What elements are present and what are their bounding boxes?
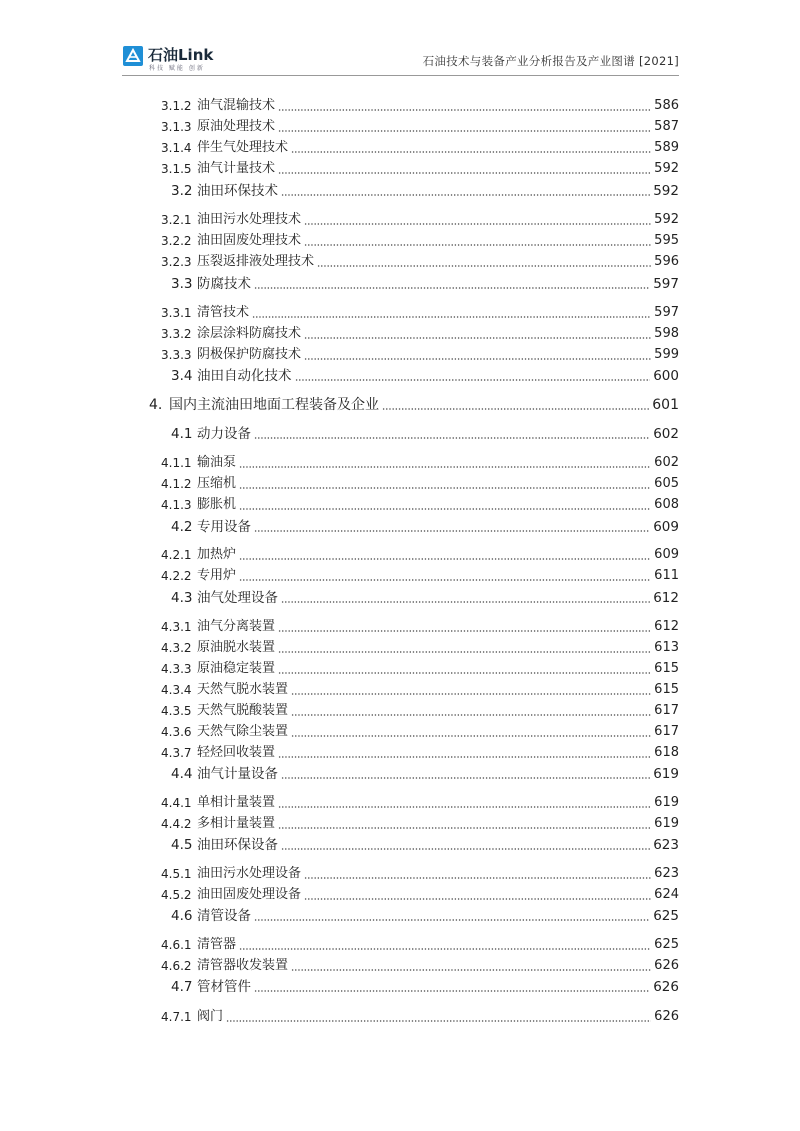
toc-page-number: 626	[653, 979, 679, 995]
brand-logo	[122, 44, 242, 72]
toc-entry[interactable]	[0, 303, 800, 323]
toc-entry[interactable]	[0, 517, 800, 537]
toc-entry[interactable]	[0, 453, 800, 473]
toc-entry-title: 专用设备	[197, 519, 251, 535]
toc-page-number: 602	[654, 455, 679, 470]
toc-page-number: 617	[654, 724, 679, 739]
logo-mark-icon	[122, 45, 144, 67]
toc-section-number: 4.3.7	[161, 746, 192, 760]
toc-entry[interactable]	[0, 885, 800, 905]
toc-section-number: 3.2.2	[161, 234, 192, 248]
toc-section-number: 3.2.1	[161, 213, 192, 227]
toc-entry[interactable]	[0, 138, 800, 158]
toc-dot-leader	[281, 194, 650, 196]
toc-dot-leader	[254, 919, 650, 921]
toc-entry-title: 天然气除尘装置	[197, 724, 289, 739]
toc-page-number: 600	[653, 368, 679, 384]
toc-entry-title: 涂层涂料防腐技术	[197, 326, 302, 341]
toc-entry[interactable]	[0, 793, 800, 813]
toc-dot-leader	[304, 898, 651, 900]
toc-entry[interactable]	[0, 743, 800, 763]
toc-page-number: 615	[654, 661, 679, 676]
toc-entry-title: 油气计量设备	[197, 766, 278, 782]
toc-section-number: 4.3.4	[161, 683, 192, 697]
toc-dot-leader	[291, 714, 651, 716]
toc-section-number: 4.2	[171, 519, 193, 535]
toc-dot-leader	[281, 777, 650, 779]
toc-dot-leader	[278, 130, 651, 132]
toc-entry-title: 油田环保技术	[197, 183, 278, 199]
toc-entry[interactable]	[0, 474, 800, 494]
toc-entry-title: 多相计量装置	[197, 816, 276, 831]
toc-entry-title: 管材管件	[197, 979, 251, 995]
toc-entry-title: 阴极保护防腐技术	[197, 347, 302, 362]
toc-dot-leader	[317, 265, 651, 267]
toc-page-number: 617	[654, 703, 679, 718]
toc-entry[interactable]	[0, 588, 800, 608]
toc-entry[interactable]	[0, 210, 800, 230]
toc-page-number: 592	[653, 183, 679, 199]
toc-section-number: 4.4.1	[161, 796, 192, 810]
toc-dot-leader	[239, 487, 651, 489]
toc-entry-title: 伴生气处理技术	[197, 140, 289, 155]
toc-dot-leader	[239, 508, 651, 510]
toc-entry-title: 油田污水处理设备	[197, 866, 302, 881]
toc-entry[interactable]	[0, 181, 800, 201]
toc-entry-title: 单相计量装置	[197, 795, 276, 810]
toc-dot-leader	[278, 109, 651, 111]
toc-entry-title: 清管技术	[197, 305, 250, 320]
toc-dot-leader	[304, 244, 651, 246]
toc-dot-leader	[304, 358, 651, 360]
toc-page-number: 626	[654, 958, 679, 973]
toc-entry[interactable]	[0, 701, 800, 721]
toc-page-number: 623	[654, 866, 679, 881]
toc-section-number: 4.4	[171, 766, 193, 782]
toc-section-number: 4.2.2	[161, 569, 192, 583]
toc-dot-leader	[278, 672, 651, 674]
toc-page-number: 626	[654, 1009, 679, 1024]
toc-dot-leader	[281, 601, 650, 603]
toc-dot-leader	[239, 466, 651, 468]
toc-dot-leader	[304, 223, 651, 225]
toc-page-number: 623	[653, 837, 679, 853]
toc-entry-title: 油气混输技术	[197, 98, 276, 113]
toc-entry[interactable]	[0, 906, 800, 926]
toc-page-number: 619	[654, 816, 679, 831]
toc-entry-title: 油田污水处理技术	[197, 212, 302, 227]
toc-entry[interactable]	[0, 764, 800, 784]
toc-section-number: 3.1.4	[161, 141, 192, 155]
toc-section-number: 3.3.3	[161, 348, 192, 362]
toc-section-number: 4.5	[171, 837, 193, 853]
toc-section-number: 4.	[149, 397, 163, 413]
toc-entry[interactable]	[0, 274, 800, 294]
toc-section-number: 3.3	[171, 276, 193, 292]
toc-entry-title: 轻烃回收装置	[197, 745, 276, 760]
toc-section-number: 3.3.1	[161, 306, 192, 320]
toc-page-number: 587	[654, 119, 679, 134]
toc-dot-leader	[278, 630, 651, 632]
toc-page-number: 625	[654, 937, 679, 952]
toc-entry[interactable]	[0, 566, 800, 586]
toc-entry[interactable]	[0, 956, 800, 976]
toc-entry[interactable]	[0, 395, 800, 415]
toc-section-number: 4.5.1	[161, 867, 192, 881]
toc-dot-leader	[239, 948, 651, 950]
toc-page-number: 609	[654, 547, 679, 562]
toc-entry-title: 压裂返排液处理技术	[197, 254, 315, 269]
toc-dot-leader	[254, 530, 650, 532]
toc-entry[interactable]	[0, 977, 800, 997]
toc-entry-title: 清管器	[197, 937, 237, 952]
toc-entry[interactable]	[0, 659, 800, 679]
toc-section-number: 4.3.5	[161, 704, 192, 718]
toc-page-number: 598	[654, 326, 679, 341]
toc-entry-title: 专用炉	[197, 568, 237, 583]
toc-dot-leader	[239, 579, 651, 581]
toc-entry-title: 油田环保设备	[197, 837, 278, 853]
toc-page-number: 595	[654, 233, 679, 248]
toc-entry[interactable]	[0, 864, 800, 884]
toc-page-number: 605	[654, 476, 679, 491]
toc-entry-title: 加热炉	[197, 547, 237, 562]
toc-dot-leader	[226, 1020, 651, 1022]
toc-entry[interactable]	[0, 495, 800, 515]
toc-page-number: 586	[654, 98, 679, 113]
toc-page-number: 613	[654, 640, 679, 655]
toc-entry[interactable]	[0, 366, 800, 386]
toc-entry[interactable]	[0, 835, 800, 855]
toc-page-number: 612	[654, 619, 679, 634]
toc-section-number: 3.1.2	[161, 99, 192, 113]
toc-entry[interactable]	[0, 638, 800, 658]
toc-section-number: 3.1.5	[161, 162, 192, 176]
toc-dot-leader	[254, 990, 650, 992]
toc-entry[interactable]	[0, 1007, 800, 1027]
toc-entry[interactable]	[0, 324, 800, 344]
toc-section-number: 4.2.1	[161, 548, 192, 562]
logo-text: 石油Link	[148, 46, 214, 64]
toc-entry[interactable]	[0, 722, 800, 742]
toc-entry[interactable]	[0, 814, 800, 834]
toc-page-number: 619	[653, 766, 679, 782]
toc-section-number: 4.3.3	[161, 662, 192, 676]
toc-entry[interactable]	[0, 345, 800, 365]
toc-entry[interactable]	[0, 231, 800, 251]
toc-section-number: 4.7	[171, 979, 193, 995]
toc-entry[interactable]	[0, 424, 800, 444]
toc-entry[interactable]	[0, 252, 800, 272]
toc-entry[interactable]	[0, 617, 800, 637]
toc-section-number: 4.3	[171, 590, 193, 606]
toc-dot-leader	[278, 756, 651, 758]
toc-entry[interactable]	[0, 545, 800, 565]
toc-page-number: 599	[654, 347, 679, 362]
toc-entry-title: 原油处理技术	[197, 119, 276, 134]
toc-entry[interactable]	[0, 96, 800, 116]
toc-entry-title: 输油泵	[197, 455, 237, 470]
toc-dot-leader	[291, 969, 651, 971]
toc-section-number: 4.1	[171, 426, 193, 442]
toc-entry-title: 油田固废处理设备	[197, 887, 302, 902]
toc-entry-title: 油气计量技术	[197, 161, 276, 176]
toc-page-number: 615	[654, 682, 679, 697]
toc-entry-title: 天然气脱水装置	[197, 682, 289, 697]
toc-section-number: 4.3.1	[161, 620, 192, 634]
toc-page-number: 624	[654, 887, 679, 902]
toc-section-number: 4.7.1	[161, 1010, 192, 1024]
toc-dot-leader	[291, 151, 651, 153]
toc-section-number: 4.1.3	[161, 498, 192, 512]
toc-page-number: 601	[652, 397, 679, 413]
toc-page-number: 618	[654, 745, 679, 760]
toc-entry-title: 动力设备	[197, 426, 251, 442]
toc-section-number: 3.2	[171, 183, 193, 199]
toc-page-number: 597	[654, 305, 679, 320]
toc-page-number: 596	[654, 254, 679, 269]
toc-section-number: 4.3.2	[161, 641, 192, 655]
toc-section-number: 4.6	[171, 908, 193, 924]
toc-page-number: 597	[653, 276, 679, 292]
toc-section-number: 4.5.2	[161, 888, 192, 902]
toc-dot-leader	[291, 693, 651, 695]
toc-dot-leader	[278, 806, 651, 808]
toc-section-number: 4.3.6	[161, 725, 192, 739]
toc-section-number: 3.4	[171, 368, 193, 384]
toc-entry-title: 膨胀机	[197, 497, 237, 512]
toc-page-number: 608	[654, 497, 679, 512]
toc-section-number: 4.1.2	[161, 477, 192, 491]
toc-entry[interactable]	[0, 117, 800, 137]
toc-entry-title: 天然气脱酸装置	[197, 703, 289, 718]
toc-entry-title: 防腐技术	[197, 276, 251, 292]
toc-entry-title: 油田固废处理技术	[197, 233, 302, 248]
toc-entry-title: 原油脱水装置	[197, 640, 276, 655]
toc-dot-leader	[278, 827, 651, 829]
toc-section-number: 3.1.3	[161, 120, 192, 134]
toc-entry-title: 清管器收发装置	[197, 958, 289, 973]
toc-entry-title: 油田自动化技术	[197, 368, 292, 384]
toc-dot-leader	[254, 287, 650, 289]
toc-dot-leader	[304, 877, 651, 879]
toc-section-number: 4.4.2	[161, 817, 192, 831]
toc-page-number: 611	[654, 568, 679, 583]
page-header	[0, 0, 800, 80]
toc-section-number: 4.6.2	[161, 959, 192, 973]
toc-dot-leader	[304, 337, 651, 339]
toc-dot-leader	[281, 848, 650, 850]
toc-page-number: 589	[654, 140, 679, 155]
toc-page-number: 602	[653, 426, 679, 442]
toc-entry-title: 油气处理设备	[197, 590, 278, 606]
toc-section-number: 4.1.1	[161, 456, 192, 470]
toc-dot-leader	[382, 408, 649, 410]
toc-dot-leader	[278, 172, 651, 174]
toc-entry[interactable]	[0, 680, 800, 700]
toc-dot-leader	[254, 437, 650, 439]
document-title: 石油技术与装备产业分析报告及产业图谱 [2021]	[422, 54, 679, 68]
toc-entry-title: 阀门	[197, 1009, 224, 1024]
toc-dot-leader	[239, 558, 651, 560]
toc-dot-leader	[278, 651, 651, 653]
toc-section-number: 3.3.2	[161, 327, 192, 341]
header-divider	[122, 75, 679, 76]
toc-page-number: 592	[654, 212, 679, 227]
toc-entry-title: 国内主流油田地面工程装备及企业	[169, 397, 379, 413]
toc-entry-title: 压缩机	[197, 476, 237, 491]
toc-page-number: 612	[653, 590, 679, 606]
toc-page-number: 592	[654, 161, 679, 176]
toc-page-number: 619	[654, 795, 679, 810]
toc-page-number: 609	[653, 519, 679, 535]
toc-page-number: 625	[653, 908, 679, 924]
toc-entry[interactable]	[0, 935, 800, 955]
toc-dot-leader	[252, 316, 651, 318]
logo-subtitle: 科技 赋能 创新	[149, 65, 205, 72]
toc-section-number: 4.6.1	[161, 938, 192, 952]
toc-dot-leader	[295, 379, 650, 381]
toc-entry[interactable]	[0, 159, 800, 179]
toc-dot-leader	[291, 735, 651, 737]
toc-entry-title: 原油稳定装置	[197, 661, 276, 676]
toc-entry-title: 清管设备	[197, 908, 251, 924]
toc-entry-title: 油气分离装置	[197, 619, 276, 634]
toc-section-number: 3.2.3	[161, 255, 192, 269]
